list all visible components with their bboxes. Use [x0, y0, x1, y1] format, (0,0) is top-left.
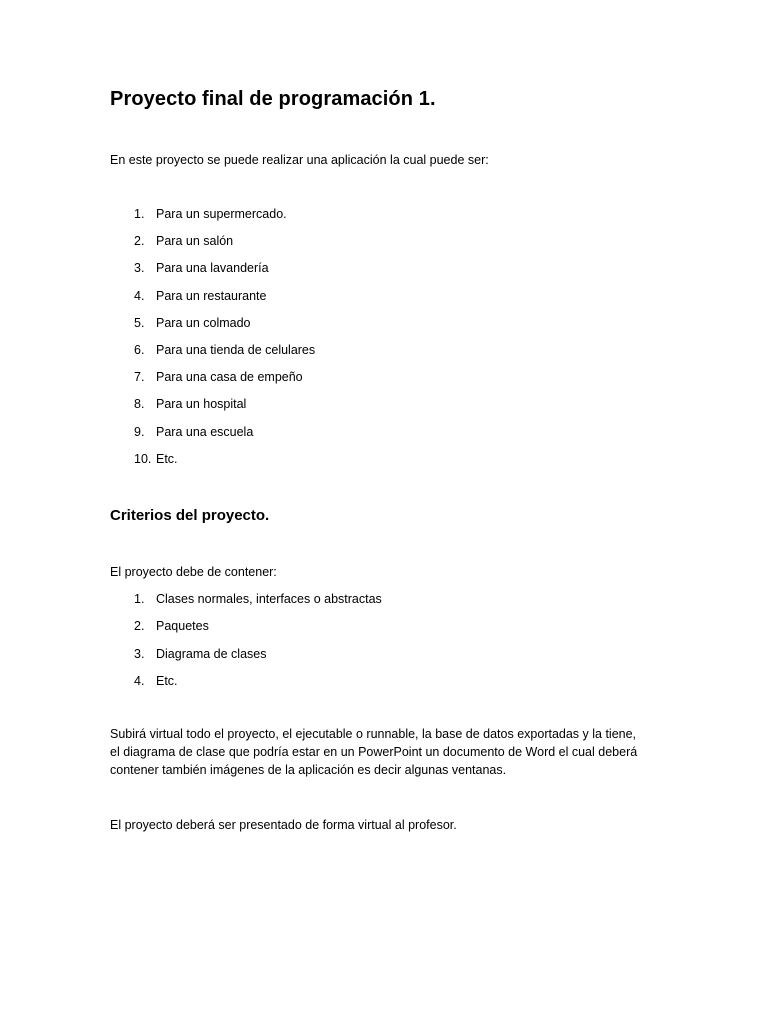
list-item-text: Clases normales, interfaces o abstractas [156, 592, 382, 606]
list-item-text: Etc. [156, 674, 178, 689]
list-item-number: 3. [134, 261, 145, 276]
list-item-text: Para una escuela [156, 424, 254, 439]
list-item [110, 232, 315, 259]
list-item-number: 8. [134, 397, 145, 412]
list-item-text: Para una lavandería [156, 261, 269, 276]
list-item-text: Para una casa de empeño [156, 370, 303, 385]
list-item-text: Para un restaurante [156, 288, 267, 303]
list-item-number: 1. [134, 592, 145, 606]
list-item-number: 4. [134, 674, 145, 689]
list-item-text: Para una tienda de celulares [156, 342, 316, 357]
list-item [110, 259, 315, 286]
list-item [110, 341, 315, 368]
list-item-number: 1. [134, 207, 145, 221]
application-options-list [110, 205, 315, 477]
list-item [110, 617, 382, 644]
list-item [110, 287, 315, 314]
list-item [110, 368, 315, 395]
document-title: Proyecto final de programación 1. [110, 88, 436, 110]
paragraph-line: el diagrama de clase que podría estar en un PowerPoint un documento de Word el cual deberá [110, 745, 638, 759]
list-item-number: 3. [134, 646, 145, 661]
list-item [110, 205, 315, 232]
list-item-text: Para un supermercado. [156, 207, 287, 221]
list-item-number: 6. [134, 342, 145, 357]
list-item-number: 10. [134, 451, 152, 466]
list-item-number: 7. [134, 370, 145, 385]
list-item-text: Etc. [156, 451, 178, 466]
criteria-intro-text: El proyecto debe de contener: [110, 565, 277, 579]
list-item [110, 395, 315, 422]
list-item [110, 590, 382, 617]
list-item [110, 423, 315, 450]
criteria-heading: Criterios del proyecto. [110, 507, 270, 524]
closing-text: El proyecto deberá ser presentado de forma virtual al profesor. [110, 818, 457, 832]
list-item-number: 4. [134, 288, 145, 303]
list-item [110, 450, 315, 477]
list-item-text: Diagrama de clases [156, 646, 267, 661]
intro-text: En este proyecto se puede realizar una aplicación la cual puede ser: [110, 153, 489, 167]
list-item [110, 645, 382, 672]
list-item-text: Paquetes [156, 619, 209, 634]
criteria-list [110, 590, 382, 700]
list-item-number: 2. [134, 234, 145, 249]
submission-paragraph [110, 725, 637, 779]
list-item-text: Para un salón [156, 234, 234, 249]
list-item-text: Para un hospital [156, 397, 247, 412]
list-item-number: 2. [134, 619, 145, 634]
list-item [110, 672, 382, 699]
paragraph-line: Subirá virtual todo el proyecto, el ejecutable o runnable, la base de datos exportadas y la tiene, [110, 727, 637, 741]
list-item [110, 314, 315, 341]
list-item-text: Para un colmado [156, 315, 251, 330]
list-item-number: 5. [134, 315, 145, 330]
list-item-number: 9. [134, 424, 145, 439]
paragraph-line: contener también imágenes de la aplicación es decir algunas ventanas. [110, 763, 507, 777]
